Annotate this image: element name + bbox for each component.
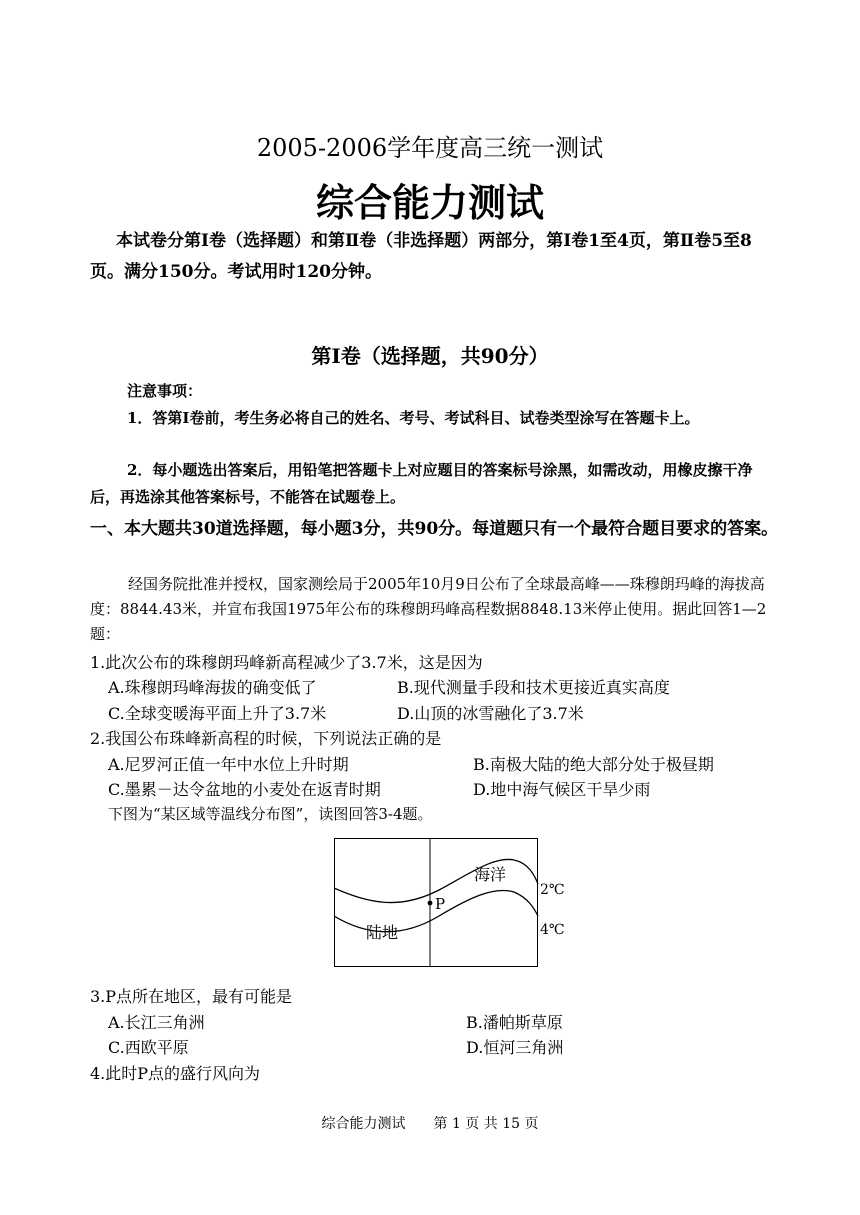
question-3-option-c: C.西欧平原 bbox=[108, 1038, 189, 1057]
part-title: 一、本大题共30道选择题，每小题3分，共90分。每道题只有一个最符合题目要求的答案。 bbox=[90, 519, 779, 539]
point-p-marker bbox=[428, 901, 433, 906]
question-3-stem: 3.P点所在地区，最有可能是 bbox=[90, 987, 293, 1006]
question-1-option-b: B.现代测量手段和技术更接近真实高度 bbox=[397, 678, 670, 697]
question-1-option-c: C.全球变暖海平面上升了3.7米 bbox=[108, 704, 327, 723]
exam-intro: 本试卷分第Ⅰ卷（选择题）和第Ⅱ卷（非选择题）两部分，第Ⅰ卷1至4页，第Ⅱ卷5至8页。满分150分。考试用时120分钟。 bbox=[90, 231, 752, 282]
question-2-option-d: D.地中海气候区干旱少雨 bbox=[473, 780, 651, 799]
exam-year-title: 2005-2006学年度高三统一测试 bbox=[256, 134, 604, 162]
question-1-stem: 1.此次公布的珠穆朗玛峰新高程减少了3.7米，这是因为 bbox=[90, 653, 483, 672]
exam-main-title: 综合能力测试 bbox=[315, 181, 544, 225]
isotherm-2c-label: 2℃ bbox=[540, 882, 565, 898]
ocean-label: 海洋 bbox=[474, 865, 507, 884]
land-label: 陆地 bbox=[366, 923, 399, 942]
isotherm-map bbox=[334, 838, 574, 970]
point-p-label: P bbox=[435, 895, 446, 913]
reading-passage: 经国务院批准并授权，国家测绘局于2005年10月9日公布了全球最高峰——珠穆朗玛峰的海拔高度：8844.43米，并宣布我国1975年公布的珠穆朗玛峰高程数据8848.13米停止使用。据此回答1—2题： bbox=[90, 575, 767, 643]
notice-item-2: 2．每小题选出答案后，用铅笔把答题卡上对应题目的答案标号涂黑，如需改动，用橡皮擦干净后，再选涂其他答案标号，不能答在试题卷上。 bbox=[90, 461, 753, 506]
section-title: 第Ⅰ卷（选择题，共90分） bbox=[311, 344, 549, 368]
notice-title: 注意事项： bbox=[127, 382, 203, 400]
question-3-option-b: B.潘帕斯草原 bbox=[466, 1013, 563, 1032]
question-4-stem: 4.此时P点的盛行风向为 bbox=[90, 1064, 261, 1083]
question-1-option-a: A.珠穆朗玛峰海拔的确变低了 bbox=[108, 678, 317, 697]
isotherm-4c-label: 4℃ bbox=[540, 922, 565, 938]
question-3-option-d: D.恒河三角洲 bbox=[466, 1038, 564, 1057]
question-3-option-a: A.长江三角洲 bbox=[108, 1013, 205, 1032]
question-1-option-d: D.山顶的冰雪融化了3.7米 bbox=[397, 704, 584, 723]
question-2-option-a: A.尼罗河正值一年中水位上升时期 bbox=[108, 755, 349, 774]
question-2-option-c: C.墨累－达令盆地的小麦处在返青时期 bbox=[108, 780, 381, 799]
question-2-stem: 2.我国公布珠峰新高程的时候，下列说法正确的是 bbox=[90, 729, 442, 748]
question-2-option-b: B.南极大陆的绝大部分处于极昼期 bbox=[473, 755, 714, 774]
page-footer: 综合能力测试 第 1 页 共 15 页 bbox=[321, 1116, 539, 1132]
notice-item-1: 1．答第Ⅰ卷前，考生务必将自己的姓名、考号、考试科目、试卷类型涂写在答题卡上。 bbox=[127, 409, 700, 427]
figure-intro: 下图为“某区域等温线分布图”，读图回答3-4题。 bbox=[108, 805, 433, 823]
